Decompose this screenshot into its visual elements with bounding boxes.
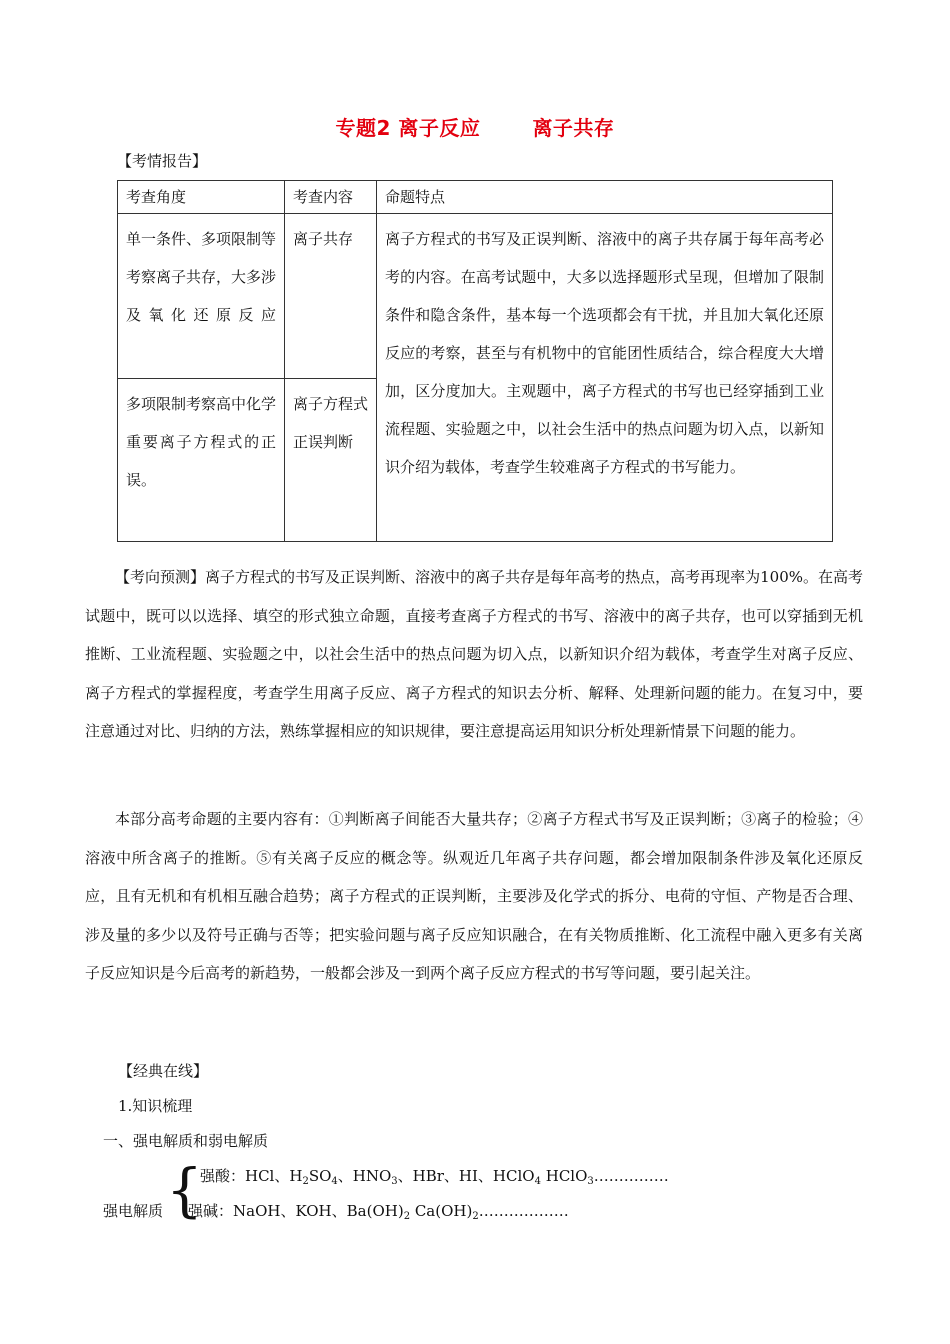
features-cell: 离子方程式的书写及正误判断、溶液中的离子共存属于每年高考必考的内容。在高考试题中，大多以选择题形式呈现，但增加了限制条件和隐含条件，基本每一个选项都会有干扰，并且加大氧化还原反应的考察，甚至与有机物中的官能团性质结合，综合程度大大增加，区分度加大。主观题中，离子方程式的书写也已经穿插到工业流程题、实验题之中，以社会生活中的热点问题为切入点，以新知识介绍为载体，考查学生较难离子方程式的书写能力。 bbox=[377, 214, 833, 542]
header-content: 考查内容 bbox=[285, 181, 377, 214]
knowledge-heading: 1.知识梳理 bbox=[118, 1097, 193, 1115]
brace-icon: { bbox=[166, 1156, 203, 1224]
table-header-row bbox=[118, 181, 833, 214]
page-title bbox=[0, 112, 950, 141]
title-part-1: 专题2 离子反应 bbox=[335, 116, 481, 140]
strong-acid-line: 强酸：HCl、$H_2SO_4$、$HNO_3$、HBr、HI、HClO$_4$ HClO$_3$…………… bbox=[200, 1167, 669, 1187]
title-part-2: 离子共存 bbox=[532, 116, 615, 140]
row1-content: 离子共存 bbox=[285, 214, 377, 379]
table-row bbox=[118, 214, 833, 379]
strong-base-line: 强碱：NaOH、KOH、$Ba(OH)_2$ $Ca(OH)_2\dots\dots\dots\dots\dots\dots$ bbox=[188, 1202, 569, 1222]
header-features: 命题特点 bbox=[377, 181, 833, 214]
header-angle: 考查角度 bbox=[118, 181, 285, 214]
section-heading: 一、强电解质和弱电解质 bbox=[103, 1132, 269, 1150]
forecast-paragraph: 【考向预测】离子方程式的书写及正误判断、溶液中的离子共存是每年高考的热点，高考再现率为100%。在高考试题中，既可以以选择、填空的形式独立命题，直接考查离子方程式的书写、溶液中的离子共存，也可以穿插到无机推断、工业流程题、实验题之中，以社会生活中的热点问题为切入点，以新知识介绍为载体，考查学生对离子反应、离子方程式的掌握程度，考查学生用离子反应、离子方程式的知识去分析、解释、处理新问题的能力。在复习中，要注意通过对比、归纳的方法，熟练掌握相应的知识规律，要注意提高运用知识分析处理新情景下问题的能力。 bbox=[85, 568, 863, 740]
row2-angle: 多项限制考察高中化学重要离子方程式的正误。 bbox=[118, 379, 285, 542]
row1-angle: 单一条件、多项限制等考察离子共存，大多涉及氧化还原反应 bbox=[118, 214, 285, 379]
exam-report-table bbox=[117, 180, 833, 542]
strong-electrolyte-label: 强电解质 bbox=[103, 1202, 164, 1220]
row2-content: 离子方程式正误判断 bbox=[285, 379, 377, 542]
main-content-paragraph: 本部分高考命题的主要内容有：①判断离子间能否大量共存；②离子方程式书写及正误判断；③离子的检验；④溶液中所含离子的推断。⑤有关离子反应的概念等。纵观近几年离子共存问题，都会增加限制条件涉及氧化还原反应，且有无机和有机相互融合趋势；离子方程式的正误判断，主要涉及化学式的拆分、电荷的守恒、产物是否合理、涉及量的多少以及符号正确与否等；把实验问题与离子反应知识融合，在有关物质推断、化工流程中融入更多有关离子反应知识是今后高考的新趋势，一般都会涉及一到两个离子反应方程式的书写等问题，要引起关注。 bbox=[85, 810, 863, 982]
classic-label: 【经典在线】 bbox=[118, 1062, 209, 1080]
report-label: 【考情报告】 bbox=[117, 152, 208, 170]
